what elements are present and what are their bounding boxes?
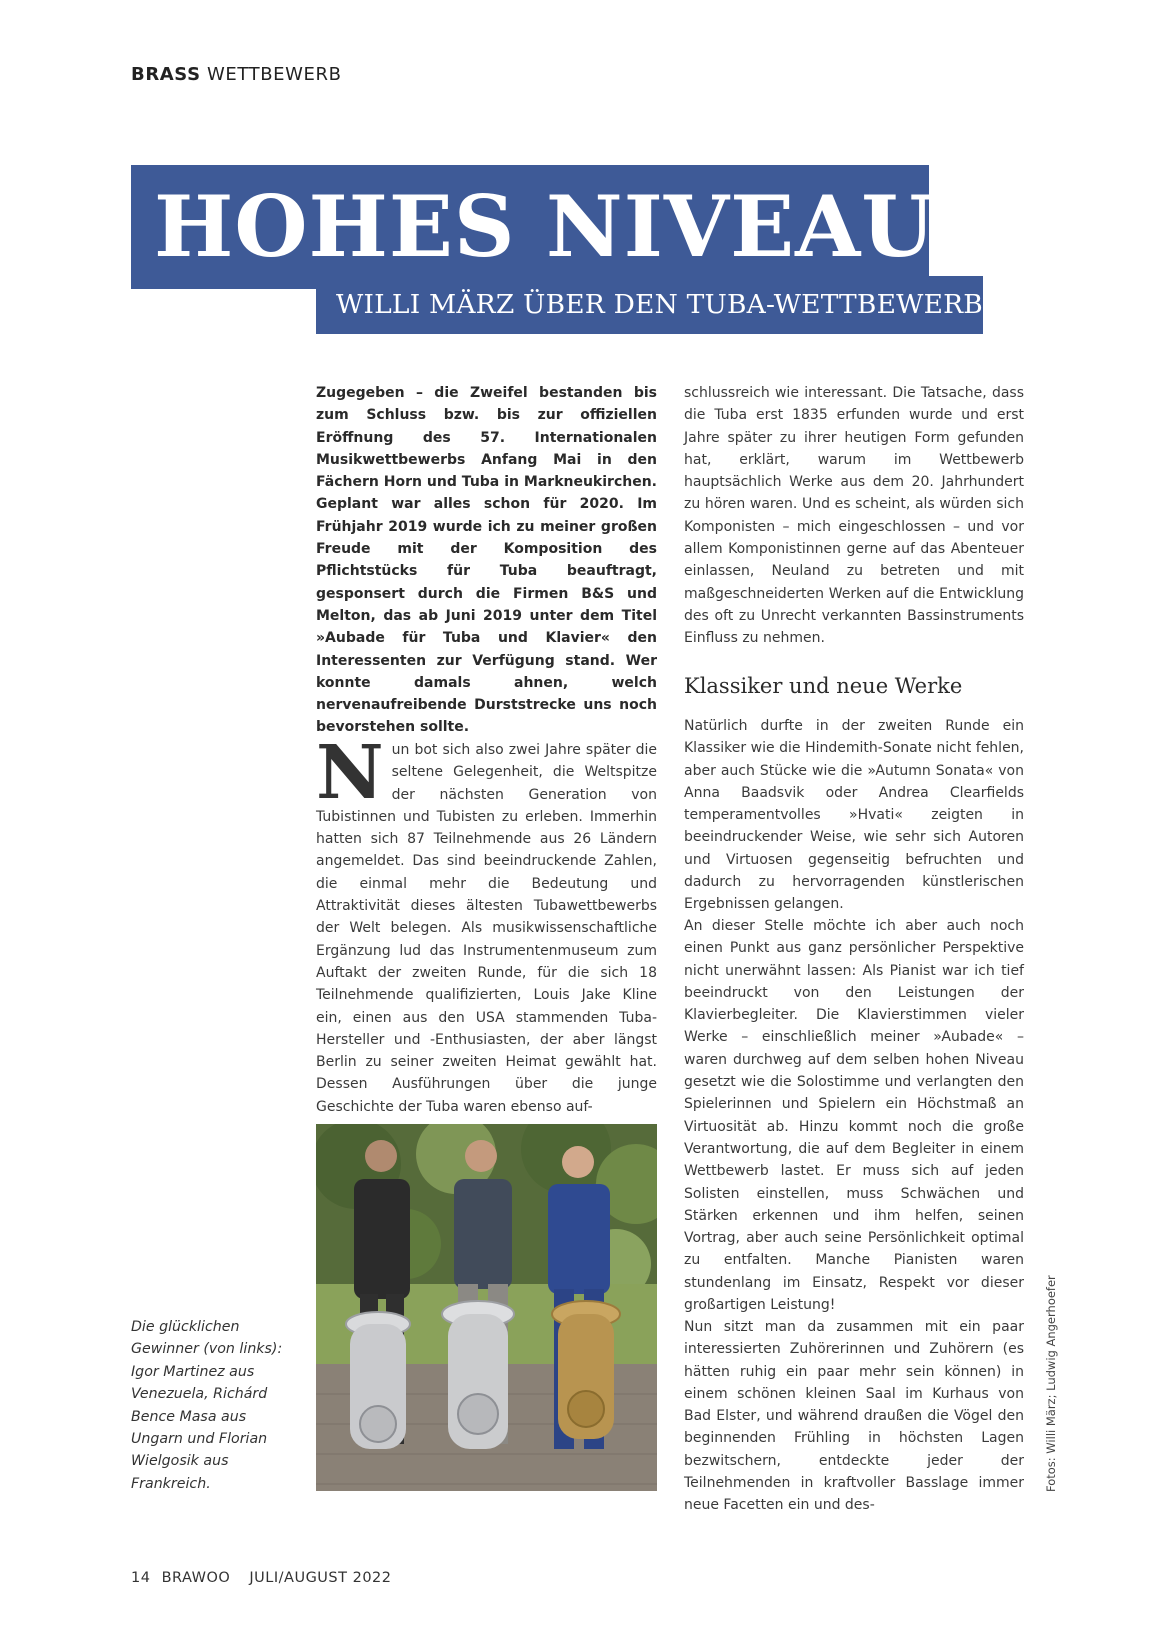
body-right-paragraph-1: schlussreich wie interessant. Die Tatsache, dass die Tuba erst 1835 erfunden wurde und erst Jahre später zu ihrer heutigen Form gefunden hat, erklärt, warum im Wettbewerb hauptsächlich Werke aus dem 20. Jahrhundert zu hören waren. Und es scheint, als würden sich Komponisten – mich eingeschlossen – und vor allem Komponistinnen gerne auf das Abenteuer einlassen, Neuland zu betreten und mit maßgeschneiderten Werken auf die Entwicklung des oft zu Unrecht verkannten Bassinstruments Einfluss zu nehmen. — [684, 385, 1024, 647]
body-right-paragraph-3: An dieser Stelle möchte ich aber auch noch einen Punkt aus ganz persönlicher Perspektive nicht unerwähnt lassen: Als Pianist war ich tief beeindruckt von den Leistungen der Klavierbegleiter. Die Klavierstimmen vieler Werke – einschließlich meiner »Aubade« – waren durchweg auf dem selben hohen Niveau gesetzt wie die Solostimme und verlangten den Spielerinnen und Spielern ein Höchstmaß an Virtuosität ab. Hinzu kommt noch die große Verantwortung, die auf dem Begleiter in einem Wettbewerb lastet. Er muss sich auf jeden Solisten einstellen, muss Schwächen und Stärken erkennen und ihm helfen, seinen Vortrag, aber auch seine Persönlichkeit optimal zu entfalten. Manche Pianisten waren stundenlang im Einsatz, Respekt vor dieser großartigen Leistung! — [684, 918, 1024, 1314]
body-intro-block — [316, 730, 657, 1118]
body-intro-text: un bot sich also zwei Jahre später die seltene Gelegenheit, die Weltspitze der nächsten Generation von Tubistinnen und Tubisten zu erleben. Immerhin hatten sich 87 Teilnehmende aus 26 Ländern angemeldet. Das sind beeindruckende Zahlen, die einmal mehr die Bedeutung und Attraktivität dieses ältesten Tubawettbewerbs der Welt belegen. Als musikwissenschaftliche Ergänzung lud das Instrumentenmuseum zum Auftakt der zweiten Runde, für die sich 18 Teilnehmende qualifizierten, Louis Jake Kline ein, einen aus den USA stammenden Tuba-Hersteller und -Enthusiasten, der aber längst Berlin zu seiner zweiten Heimat gewählt hat. Dessen Ausführungen über die junge Geschichte der Tuba waren ebenso auf- — [316, 742, 657, 1115]
body-right-block-2 — [684, 715, 1024, 916]
subheading: Klassiker und neue Werke — [684, 674, 963, 698]
lead-paragraph: Zugegeben – die Zweifel bestanden bis zum Schluss bzw. bis zur offiziellen Eröffnung des 57. Internationalen Musikwettbewerbs Anfang Mai in den Fächern Horn und Tuba in Markneukirchen. Geplant war alles schon für 2020. Im Frühjahr 2019 wurde ich zu meiner großen Freude mit der Komposition des Pflichtstücks für Tuba beauftragt, gesponsert durch die Firmen B&S und Melton, das ab Juni 2019 unter dem Titel »Aubade für Tuba und Klavier« den Interessenten zur Verfügung stand. Wer konnte damals ahnen, welch nervenaufreibende Durststrecke uns noch bevorstehen sollte. — [316, 385, 657, 736]
section-label-strong: BRASS — [131, 64, 201, 85]
article-subtitle: WILLI MÄRZ ÜBER DEN TUBA-WETTBEWERB — [336, 289, 983, 320]
section-label — [131, 64, 342, 85]
lead-paragraph-block — [316, 382, 657, 739]
body-intro-paragraph — [316, 730, 657, 1118]
article-title: HOHES NIVEAU — [154, 177, 936, 276]
drop-cap: N — [316, 730, 384, 816]
photo-credit: Fotos: Willi März; Ludwig Angerhoefer — [1044, 1275, 1058, 1492]
body-right-block-1 — [684, 382, 1024, 650]
page-number: 14 — [131, 1570, 151, 1586]
winners-photo — [316, 1124, 657, 1491]
publication-name: BRAWOO — [161, 1570, 231, 1586]
body-right-paragraph-2: Natürlich durfte in der zweiten Runde ein Klassiker wie die Hindemith-Sonate nicht fehlen, aber auch Stücke wie die »Autumn Sonata« von Anna Baadsvik oder Andrea Clearfields temperamentvolles »Hvati« zeigten in beeindruckender Weise, wie sehr sich Autoren und Virtuosen gegenseitig befruchten und dadurch zu hervorragenden künstlerischen Ergebnissen gelangen. — [684, 718, 1024, 913]
winners-photo-illustration — [316, 1124, 657, 1491]
page-footer — [131, 1570, 392, 1586]
issue-date: JULI/AUGUST 2022 — [249, 1570, 392, 1586]
photo-caption: Die glücklichen Gewinner (von links): Igor Martinez aus Venezuela, Richárd Bence Masa aus Ungarn und Florian Wielgosik aus Frankreich. — [131, 1319, 283, 1492]
body-right-paragraph-4: Nun sitzt man da zusammen mit ein paar interessierten Zuhörerinnen und Zuhörern (es hätten ruhig ein paar mehr sein können) in einem schönen kleinen Saal im Kurhaus von Bad Elster, und während draußen die Vögel den beginnenden Frühling in höchsten Lagen bezwitschern, entdeckte jeder der Teilnehmenden in kraftvoller Basslage immer neue Facetten ein und des- — [684, 1319, 1024, 1514]
body-right-block-4 — [684, 1316, 1024, 1517]
body-right-block-3 — [684, 915, 1024, 1316]
section-label-rest: WETTBEWERB — [206, 64, 342, 85]
